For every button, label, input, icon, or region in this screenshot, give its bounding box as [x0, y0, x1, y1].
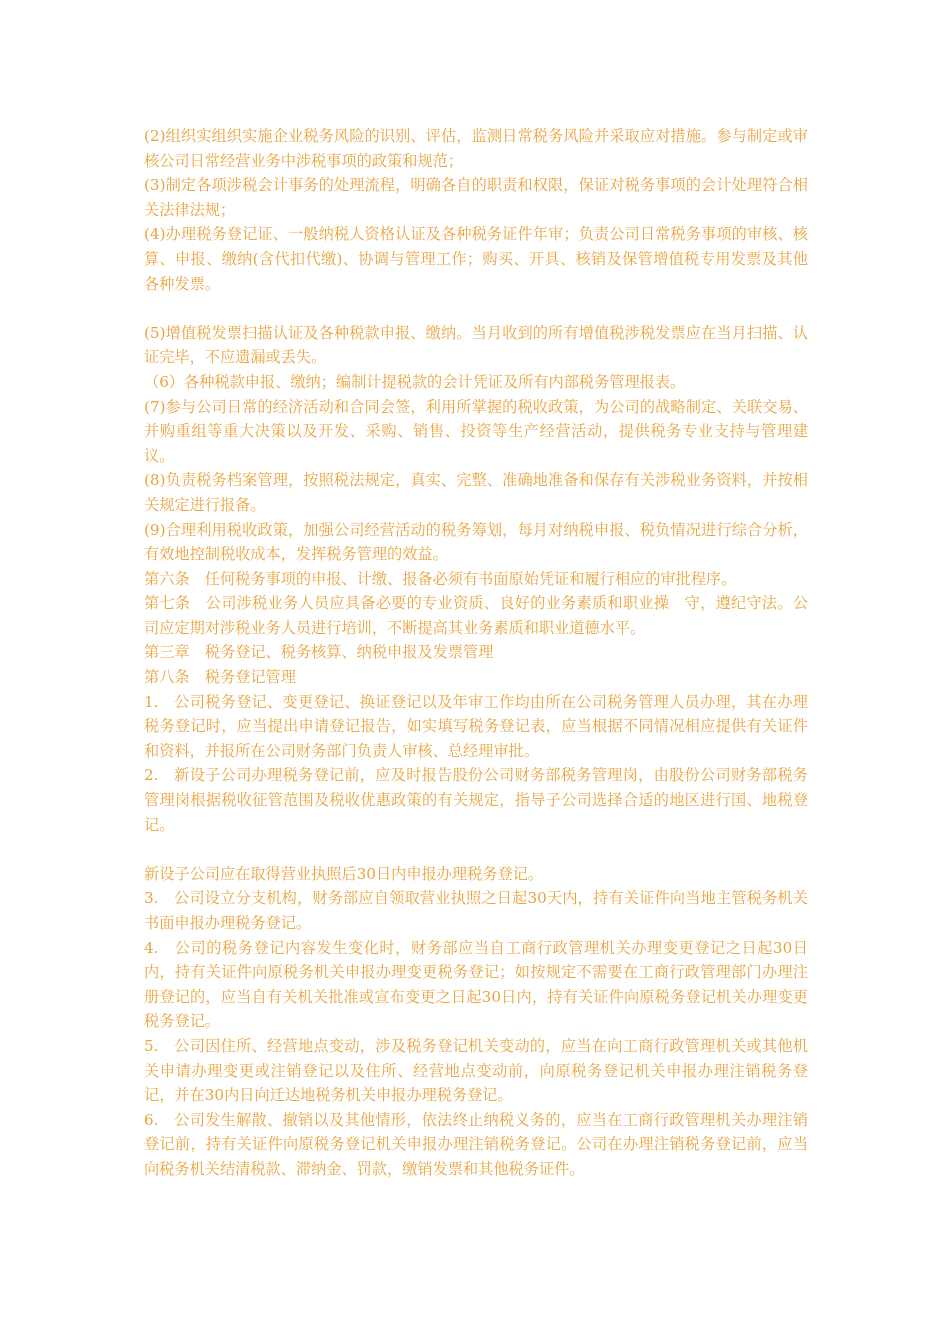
- article-7: 第七条 公司涉税业务人员应具备必要的专业资质、良好的业务素质和职业操 守，遵纪守法。公司应定期对涉税业务人员进行培训，不断提高其业务素质和职业道德水平。: [144, 594, 808, 637]
- clause-4: 4. 公司的税务登记内容发生变化时，财务部应当自工商行政管理机关办理变更登记之日起30日内，持有关证件向原税务机关申报办理变更税务登记；如按规定不需要在工商行政管理部门办理注册登记的，应当自有关机关批准或宣布变更之日起30日内，持有关证件向原税务登记机关办理变更税务登记。: [144, 938, 808, 1031]
- paragraph-item-9: (9)合理利用税收政策，加强公司经营活动的税务筹划，每月对纳税申报、税负情况进行综合分析，有效地控制税收成本，发挥税务管理的效益。: [144, 520, 808, 564]
- blank-line: [144, 837, 808, 862]
- chapter-3-heading: 第三章 税务登记、税务核算、纳税申报及发票管理: [144, 643, 494, 662]
- paragraph-item-2: (2)组织实组织实施企业税务风险的识别、评估，监测日常税务风险并采取应对措施。参与制定或审核公司日常经营业务中涉税事项的政策和规范；: [144, 127, 808, 170]
- paragraph-item-3: (3)制定各项涉税会计事务的处理流程，明确各自的职责和权限，保证对税务事项的会计处理符合相关法律法规；: [144, 176, 808, 219]
- clause-6: 6. 公司发生解散、撤销以及其他情形，依法终止纳税义务的，应当在工商行政管理机关办理注销登记前，持有关证件向原税务登记机关申报办理注销税务登记。公司在办理注销税务登记前，应当向税务机关结清税款、滞纳金、罚款，缴销发票和其他税务证件。: [144, 1110, 808, 1178]
- paragraph-item-7: (7)参与公司日常的经济活动和合同会签，利用所掌握的税收政策，为公司的战略制定、关联交易、并购重组等重大决策以及开发、采购、销售、投资等生产经营活动，提供税务专业支持与管理建议。: [144, 397, 808, 465]
- blank-line: [144, 296, 808, 321]
- clause-3: 3. 公司设立分支机构，财务部应自领取营业执照之日起30天内，持有关证件向当地主管税务机关书面申报办理税务登记。: [144, 889, 808, 932]
- clause-1: 1. 公司税务登记、变更登记、换证登记以及年审工作均由所在公司税务管理人员办理，其在办理税务登记时，应当提出申请登记报告，如实填写税务登记表，应当根据不同情况相应提供有关证件和资料，并报所在公司财务部门负责人审核、总经理审批。: [144, 692, 808, 760]
- paragraph-item-5: (5)增值税发票扫描认证及各种税款申报、缴纳。当月收到的所有增值税涉税发票应在当月扫描、认证完毕，不应遗漏或丢失。: [144, 323, 808, 367]
- paragraph-item-8: (8)负责税务档案管理，按照税法规定，真实、完整、准确地准备和保存有关涉税业务资料，并按相关规定进行报备。: [144, 471, 808, 514]
- article-8-heading: 第八条 税务登记管理: [144, 668, 296, 687]
- clause-2: 2. 新设子公司办理税务登记前，应及时报告股份公司财务部税务管理岗，由股份公司财务部税务管理岗根据税收征管范围及税收优惠政策的有关规定，指导子公司选择合适的地区进行国、地税登记。: [144, 766, 808, 834]
- document-body: [144, 124, 808, 1182]
- clause-2-continued: 新设子公司应在取得营业执照后30日内申报办理税务登记。: [144, 864, 544, 883]
- clause-5: 5. 公司因住所、经营地点变动，涉及税务登记机关变动的，应当在向工商行政管理机关或其他机关申请办理变更或注销登记以及住所、经营地点变动前，向原税务登记机关申报办理注销税务登记，并在30内日向迁达地税务机关申报办理税务登记。: [144, 1036, 808, 1105]
- paragraph-item-6: （6）各种税款申报、缴纳；编制计提税款的会计凭证及所有内部税务管理报表。: [144, 372, 686, 391]
- paragraph-item-4: (4)办理税务登记证、一般纳税人资格认证及各种税务证件年审；负责公司日常税务事项的审核、核算、申报、缴纳(含代扣代缴)、协调与管理工作；购买、开具、核销及保管增值税专用发票及其他各种发票。: [144, 225, 808, 293]
- article-6: 第六条 任何税务事项的申报、计缴、报备必须有书面原始凭证和履行相应的审批程序。: [144, 569, 737, 588]
